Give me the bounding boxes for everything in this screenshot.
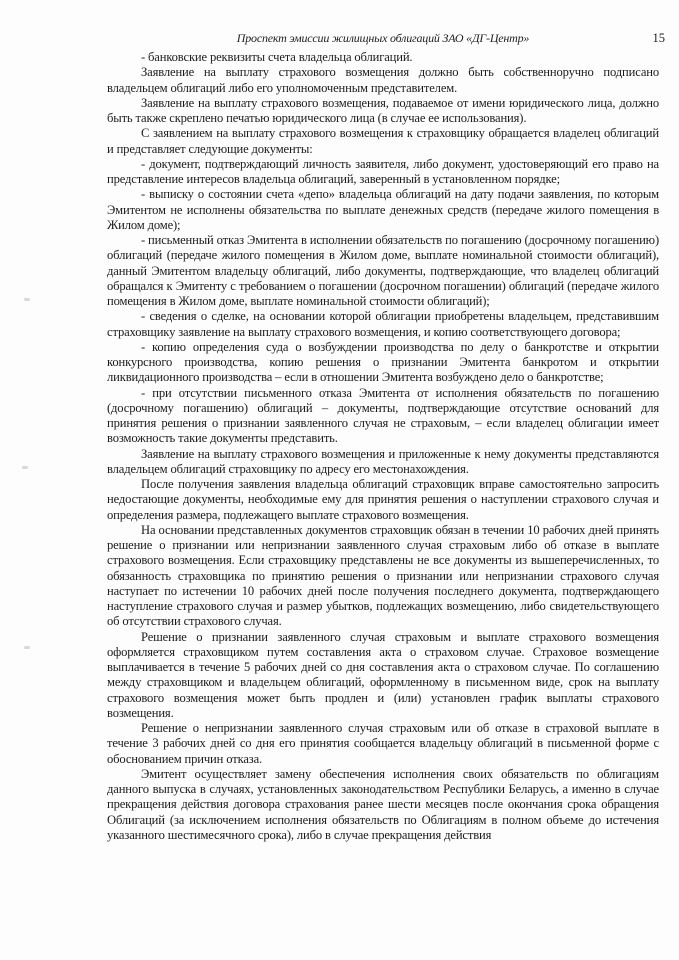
list-item: - письменный отказ Эмитента в исполнении обязательств по погашению (досрочному погашению) облигаций (передаче жилого помещения в Жилом доме, выплате номинальной стоимости облигаций), данный Эмитентом владельцу облигаций, либо документы, подтверждающие, что владелец облигаций обращался к Эмитенту с требованием о погашении (досрочном погашении) облигаций (передаче жилого помещения в Жилом доме, выплате номинальной стоимости облигаций); [107,233,659,308]
list-item: - выписку о состоянии счета «депо» владельца облигаций на дату подачи заявления, по которым Эмитентом не исполнены обязательства по выплате денежных средств (передаче жилого помещения в Жилом доме); [107,187,659,232]
paragraph: Заявление на выплату страхового возмещения должно быть собственноручно подписано владельцем облигаций либо его уполномоченным представителем. [107,65,659,95]
document-body [107,50,659,843]
list-item: - копию определения суда о возбуждении производства по делу о банкротстве и открытии конкурсного производства, копию решения о признании Эмитента банкротом и открытии ликвидационного производства – если в отношении Эмитента возбуждено дело о банкротстве; [107,339,659,385]
paragraph: Решение о признании заявленного случая страховым и выплате страхового возмещения оформляется страховщиком путем составления акта о страховом случае. Страховое возмещение выплачивается в течение 5 рабочих дней со дня составления акта о страховом случае. По соглашению между страховщиком и владельцем облигаций, оформленному в письменном виде, срок на выплату страхового возмещения может быть продлен и (или) установлен график выплаты страхового возмещения. [107,629,659,720]
paragraph: Заявление на выплату страхового возмещения и приложенные к нему документы представляются владельцем облигаций страховщику по адресу его местонахождения. [107,446,659,476]
paragraph: Заявление на выплату страхового возмещения, подаваемое от имени юридического лица, должно быть также скреплено печатью юридического лица (в случае ее использования). [107,95,659,125]
paragraph: Решение о непризнании заявленного случая страховым или об отказе в страховой выплате в течение 3 рабочих дней со дня его принятия сообщается владельцу облигаций в письменной форме с обоснованием причин отказа. [107,721,659,766]
punch-hole-mark [22,466,28,469]
paragraph: - банковские реквизиты счета владельца облигаций. [141,50,413,64]
punch-hole-mark [24,646,30,649]
page-number: 15 [652,31,665,45]
paragraph: После получения заявления владельца облигаций страховщик вправе самостоятельно запросить недостающие документы, необходимые ему для принятия решения о наступлении страхового случая и определения размера, подлежащего выплате страхового возмещения. [107,477,659,522]
paragraph: Эмитент осуществляет замену обеспечения исполнения своих обязательств по облигациям данного выпуска в случаях, установленных законодательством Республики Беларусь, а именно в случае прекращения действия договора страхования ранее шести месяцев после окончания срока обращения Облигаций (за исключением исполнения обязательств по Облигациям в полном объеме до истечения указанного шестимесячного срока), либо в случае прекращения действия [107,766,659,842]
paragraph: На основании представленных документов страховщик обязан в течении 10 рабочих дней принять решение о признании или непризнании заявленного случая страховым либо об отказе в выплате страхового возмещения. Если страховщику представлены не все документы из вышеперечисленных, то обязанность страховщика по принятию решения о признании или непризнании страхового случая наступает по истечении 10 рабочих дней после получения последнего документа, подтверждающего наступление страхового случая и размер убытков, подлежащих возмещению, либо свидетельствующего об отсутствии страхового случая. [107,522,659,629]
list-item: - документ, подтверждающий личность заявителя, либо документ, удостоверяющий его право на представление интересов владельца облигаций, заверенный в установленном порядке; [107,156,659,186]
running-header [107,31,665,47]
paragraph: С заявлением на выплату страхового возмещения к страховщику обращается владелец облигаций и представляет следующие документы: [107,126,659,156]
list-item: - сведения о сделке, на основании которой облигации приобретены владельцем, представившим страховщику заявление на выплату страхового возмещения, и копию соответствующего договора; [107,309,659,339]
punch-hole-mark [24,298,30,301]
list-item: - при отсутствии письменного отказа Эмитента от исполнения обязательств по погашению (досрочному погашению) облигаций – документы, подтверждающие отсутствие оснований для принятия решения о признании заявленного случая не страховым, – если владелец облигации имеет возможность такие документы представить. [107,385,659,446]
header-title: Проспект эмиссии жилищных облигаций ЗАО «ДГ-Центр» [236,31,530,45]
